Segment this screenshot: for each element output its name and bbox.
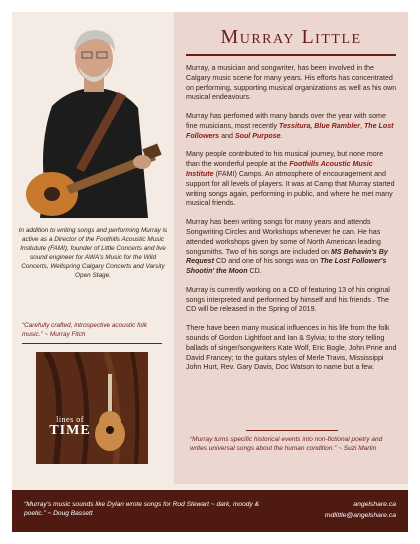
quote-doug-bassett: “Murray’s music sounds like Dylan wrote songs for Rod Stewart ~ dark, moody & poetic.” ~ Doug Bassett — [24, 501, 259, 518]
band-names-3: Soul Purpose — [234, 131, 281, 140]
quote-suzi-martin: “Murray turns specific historical events into non-fictional poetry and writes universal songs about the human condition.” ~ Suzi Martin — [190, 436, 383, 452]
cd-name-1: MS Behavin's By Request — [186, 247, 388, 266]
album-cover — [36, 352, 148, 464]
album-title-line2: TIME — [49, 423, 91, 438]
title-underline — [186, 54, 396, 56]
page-title: Murray Little — [220, 26, 362, 48]
bio-paragraph-5: Murray is currently working on a CD of featuring 13 of his original songs interpreted and performed by himself and his friends . The CD will be released in the Spring of 2019. — [186, 285, 390, 314]
quote-divider-right — [246, 430, 338, 431]
bio-paragraph-3: Many people contributed to his musical journey, but none more than the wonderful people at the Foothills Acoustic Music Institute (FAMI) Camps. An atmosphere of encouragement and support for all levels of players. It was at Camp that Murray started writing songs again, performing in public, and where he met many musical friends. — [186, 150, 395, 208]
bio-paragraph-6: There have been many musical influences in his life from the folk sounds of Gordon Lightfoot and Ian & Sylvia; to the story telling ballads of singer/songwriters Kate Wolf, Eric Bogle, John Prine and David Francey; to the guitars styles of Merle Travis, Mississippi John Hurt, Rev. Gary Davis, Doc Watson to name but a few. — [186, 324, 397, 372]
contact-info — [325, 500, 396, 521]
band-names-2: The Lost Followers — [186, 121, 394, 140]
email-link[interactable]: mdlittle@angelshare.ca — [324, 511, 396, 519]
album-title — [46, 416, 94, 438]
bio-paragraph-4: Murray has been writing songs for many years and attends Songwriting Circles and Workshops whenever he can. He has attended workshops given by some of North American leading songsmiths. Two of his songs are included on MS Behavin's By Request CD and one of his songs was on The Lost Follower's Shootin' the Moon CD. — [186, 218, 388, 276]
bio-caption: In addition to writing songs and performing Murray is active as a Director of the Foothills Acoustic Music Insitutute (FAMI), founder of Little Concerts and live sound engineer for AWA's Music for the Wild Concerts, Wellspring Calgary Concerts and Varsity Open Stage. — [18, 227, 168, 280]
bio-paragraph-2: Murray has perfomed with many bands over the year with some fine musicians, most recently Tessitura, Blue Rambler, The Lost Followers and Soul Purpose. — [186, 112, 394, 140]
cd-name-2: The Lost Follower's Shootin' the Moon — [186, 257, 387, 276]
biography — [186, 64, 398, 382]
quote-divider — [22, 343, 162, 344]
quote-murray-fitch: “Carefully crafted, introspective acoustic folk music.” ~ Murray Fitch — [22, 322, 148, 338]
artist-photo — [22, 22, 162, 218]
album-title-line1: lines of — [56, 415, 84, 424]
bio-paragraph-1: Murray, a musician and songwriter, has been involved in the Calgary music scene for many years. His efforts has concentrated on performing, supporting musical organizations as well as his own musical endeavours. — [186, 64, 397, 102]
band-names-1: Tessitura, Blue Rambler — [279, 121, 360, 130]
fami-name: Foothills Acoustic Music Institute — [186, 160, 373, 179]
website-link[interactable]: angelshare.ca — [353, 501, 396, 508]
